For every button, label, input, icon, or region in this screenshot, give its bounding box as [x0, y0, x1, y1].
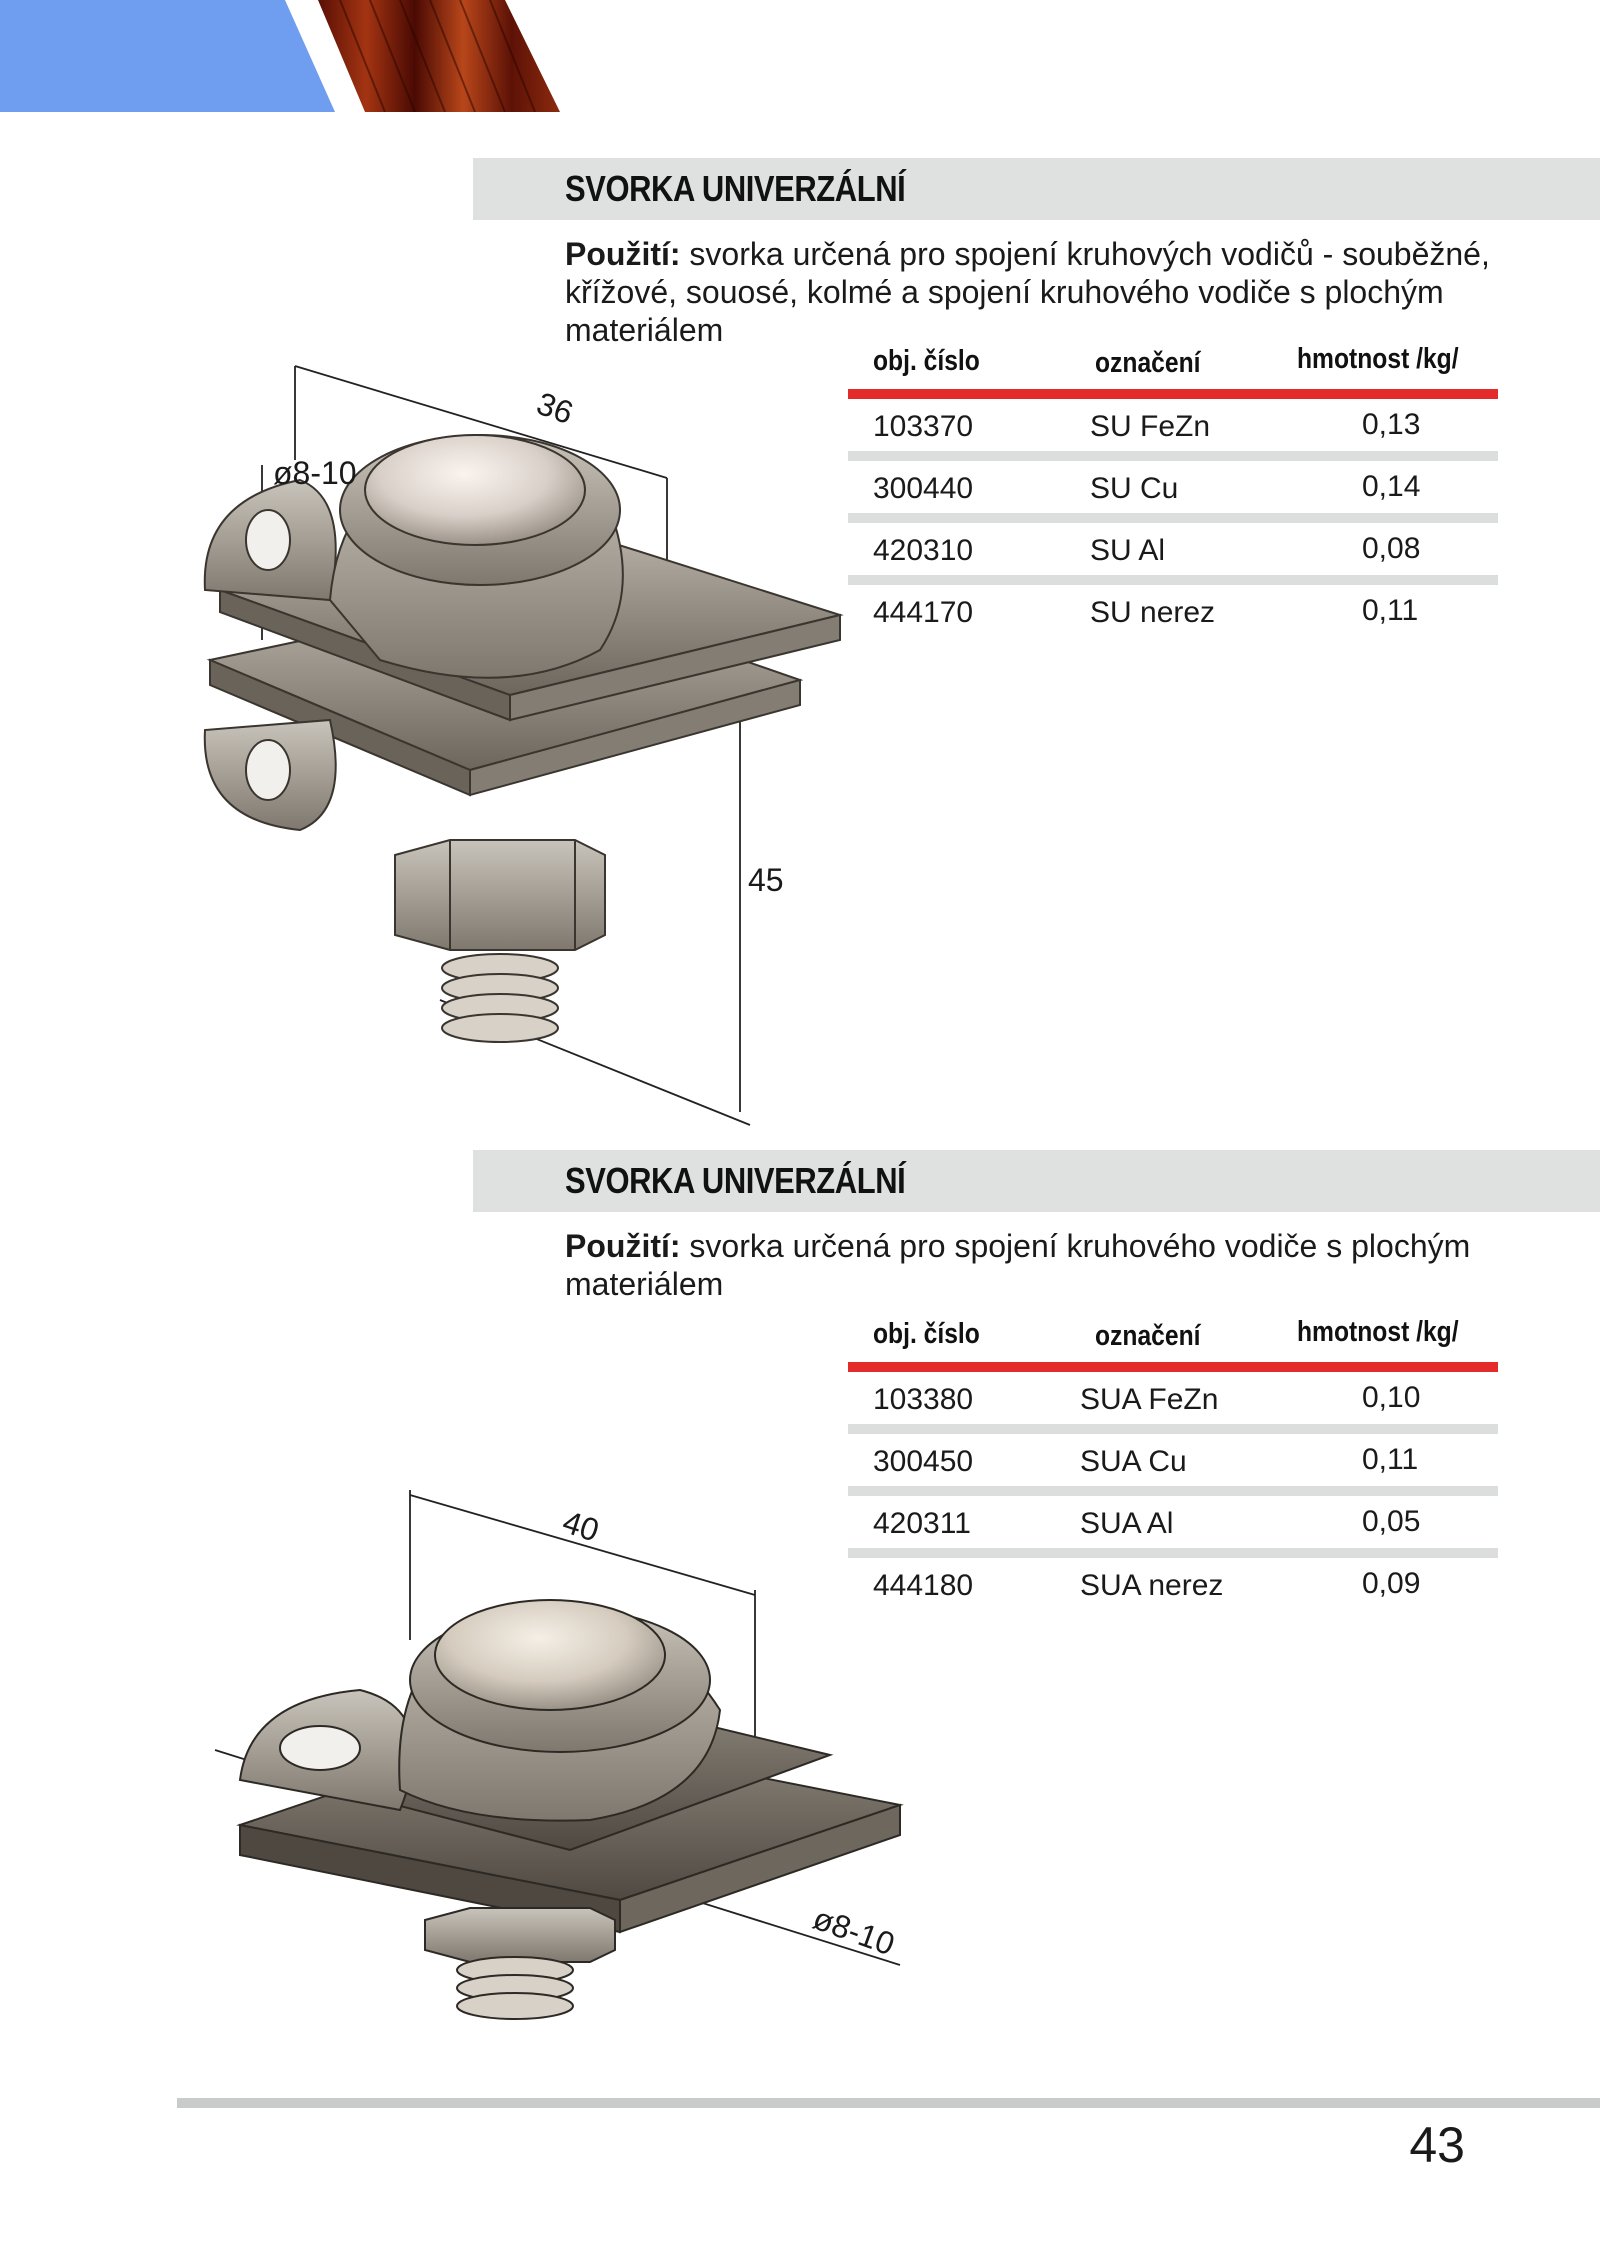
- table-cell-weight: 0,05: [1362, 1505, 1421, 1538]
- section-title: SVORKA UNIVERZÁLNÍ: [565, 1160, 906, 1201]
- usage-text: [565, 1227, 1545, 1303]
- dimension-width-label: 40: [558, 1503, 604, 1549]
- page-number: 43: [1409, 2117, 1465, 2173]
- usage-text: [565, 235, 1545, 349]
- corner-decoration: [0, 0, 560, 112]
- table-cell-weight: 0,09: [1362, 1567, 1421, 1600]
- dimension-width-label: 36: [532, 385, 578, 432]
- row-rule: [848, 1548, 1498, 1558]
- blue-band: [0, 0, 335, 112]
- row-rule: [848, 575, 1498, 585]
- column-header-weight: hmotnost /kg/: [1297, 1316, 1459, 1348]
- table-cell-designation: SU Cu: [1090, 472, 1179, 505]
- column-header-code: obj. číslo: [873, 345, 980, 377]
- row-rule: [848, 451, 1498, 461]
- table-cell-designation: SU Al: [1090, 534, 1166, 567]
- column-header-designation: označení: [1095, 1320, 1201, 1352]
- table-cell-designation: SUA nerez: [1080, 1569, 1224, 1602]
- table-cell-weight: 0,11: [1362, 594, 1419, 627]
- table-cell-weight: 0,13: [1362, 408, 1421, 441]
- table-cell-weight: 0,11: [1362, 1443, 1419, 1476]
- table-cell-code: 444180: [873, 1569, 974, 1602]
- table-cell-code: 103380: [873, 1383, 974, 1416]
- table-cell-code: 420310: [873, 534, 974, 567]
- table-cell-designation: SUA Al: [1080, 1507, 1174, 1540]
- footer-rule: [177, 2098, 1600, 2108]
- table-cell-designation: SUA FeZn: [1080, 1383, 1219, 1416]
- column-header-designation: označení: [1095, 347, 1201, 379]
- table-cell-code: 300440: [873, 472, 974, 505]
- usage-label: Použití:: [565, 1228, 681, 1264]
- usage-line: svorka určená pro spojení kruhového vodiče s plochým: [680, 1228, 1471, 1264]
- column-header-weight: hmotnost /kg/: [1297, 343, 1459, 375]
- usage-line: materiálem: [565, 312, 724, 348]
- usage-line: materiálem: [565, 1266, 724, 1302]
- dimension-diameter-label: ø8-10: [273, 455, 357, 491]
- header-rule: [848, 1362, 1498, 1372]
- column-header-code: obj. číslo: [873, 1318, 980, 1350]
- table-cell-designation: SU nerez: [1090, 596, 1216, 629]
- table-cell-weight: 0,08: [1362, 532, 1421, 565]
- table-cell-code: 420311: [873, 1507, 971, 1540]
- row-rule: [848, 513, 1498, 523]
- table-cell-code: 103370: [873, 410, 974, 443]
- row-rule: [848, 1424, 1498, 1434]
- table-cell-designation: SUA Cu: [1080, 1445, 1187, 1478]
- table-cell-designation: SU FeZn: [1090, 410, 1211, 443]
- clamp-drawing-sua: [210, 1480, 910, 2040]
- section-title: SVORKA UNIVERZÁLNÍ: [565, 168, 906, 209]
- dimension-height-label: 45: [748, 862, 784, 898]
- table-cell-code: 300450: [873, 1445, 974, 1478]
- table-cell-code: 444170: [873, 596, 974, 629]
- header-rule: [848, 389, 1498, 399]
- usage-line: křížové, souosé, kolmé a spojení kruhového vodiče s plochým: [565, 274, 1444, 310]
- usage-line: svorka určená pro spojení kruhových vodičů - souběžné,: [680, 236, 1490, 272]
- table-cell-weight: 0,10: [1362, 1381, 1421, 1414]
- dimension-diameter-label: ø8-10: [808, 1899, 900, 1963]
- row-rule: [848, 1486, 1498, 1496]
- table-cell-weight: 0,14: [1362, 470, 1421, 503]
- usage-label: Použití:: [565, 236, 681, 272]
